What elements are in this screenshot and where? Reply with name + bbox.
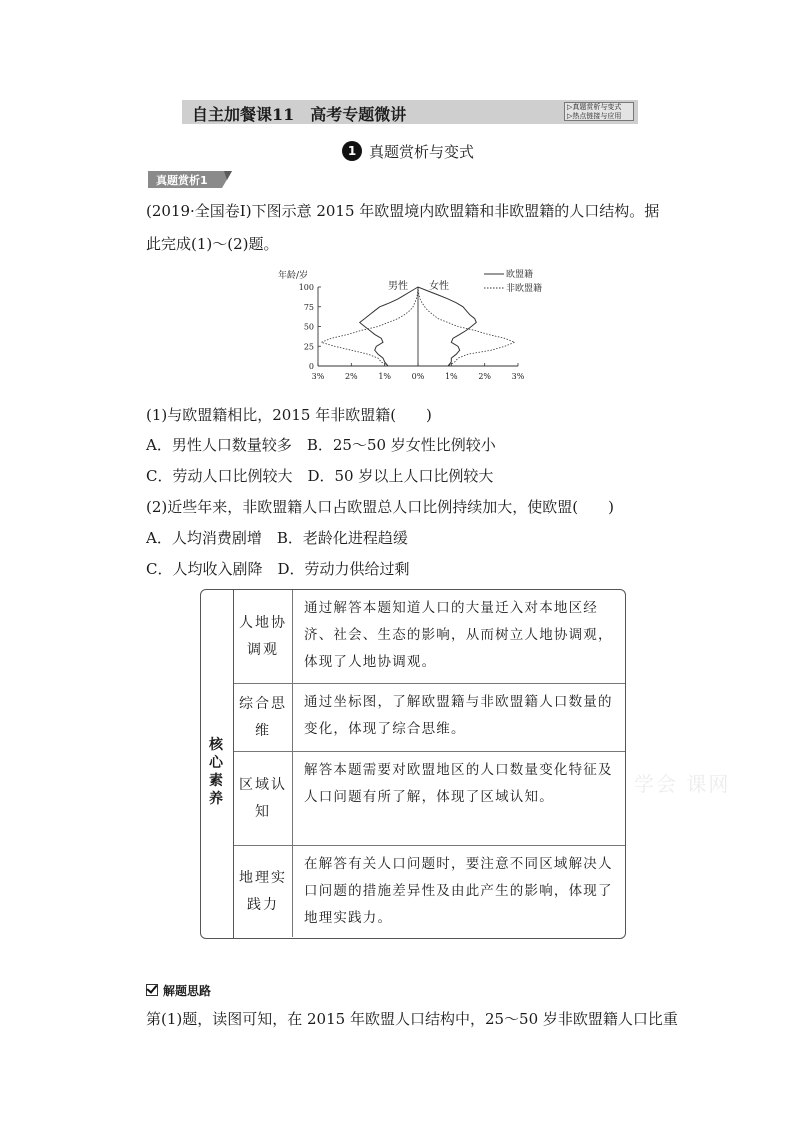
question-2-options: C．人均收入剧降 D．劳动力供给过剩 <box>146 560 410 578</box>
table-row <box>234 684 625 752</box>
question-tag <box>148 171 232 188</box>
female-label: 女性 <box>429 281 449 292</box>
question-1-stem: (1)与欧盟籍相比，2015 年非欧盟籍( ) <box>146 406 432 424</box>
row-label: 区域认知 <box>239 776 287 820</box>
solution-text: 第(1)题，读图可知，在 2015 年欧盟人口结构中，25～50 岁非欧盟籍人口比重 <box>146 1010 678 1028</box>
x-tick-label: 1% <box>444 372 458 381</box>
header-bar <box>182 100 638 124</box>
male-label: 男性 <box>388 281 408 292</box>
row-label-cell <box>234 846 293 937</box>
y-axis-label: 年龄/岁 <box>278 271 309 281</box>
section-heading <box>342 141 474 161</box>
intro-line-2: 此完成(1)～(2)题。 <box>146 235 279 253</box>
chart-axes <box>318 287 518 366</box>
x-tick-label: 2% <box>344 372 358 381</box>
section-title: 真题赏析与变式 <box>369 142 475 161</box>
solution-heading <box>146 982 211 998</box>
header-nav-item[interactable]: ▷真题赏析与变式 <box>567 103 622 111</box>
header-nav-box <box>564 102 634 121</box>
y-tick-label: 50 <box>303 322 314 332</box>
solution-heading-label: 解题思路 <box>163 983 212 998</box>
x-tick-label: 1% <box>378 372 392 381</box>
table-row <box>234 752 625 846</box>
watermark: 学会 课网 <box>634 772 731 796</box>
x-tick-label: 0% <box>411 372 425 381</box>
question-2-options: A．人均消费剧增 B．老龄化进程趋缓 <box>146 529 408 547</box>
row-text: 解答本题需要对欧盟地区的人口数量变化特征及人口问题有所了解，体现了区域认知。 <box>304 762 613 805</box>
section-number-badge: 1 <box>342 141 362 161</box>
table-side-label: 核心素养 <box>209 737 223 807</box>
row-text: 通过坐标图，了解欧盟籍与非欧盟籍人口数量的变化，体现了综合思维。 <box>304 694 613 737</box>
row-label-cell <box>234 752 293 845</box>
x-tick-label: 3% <box>511 372 525 381</box>
question-2-stem: (2)近些年来，非欧盟籍人口占欧盟总人口比例持续加大，使欧盟( ) <box>146 498 614 516</box>
y-tick-label: 75 <box>303 302 314 312</box>
header-nav-item[interactable]: ▷热点链接与应用 <box>567 112 622 120</box>
legend-label: 非欧盟籍 <box>506 284 543 294</box>
table-row <box>234 590 625 684</box>
row-label-cell <box>234 684 293 751</box>
row-text: 在解答有关人口问题时，要注意不同区域解决人口问题的措施差异性及由此产生的影响，体现了地理实践力。 <box>304 856 613 926</box>
row-label: 地理实践力 <box>239 869 287 913</box>
y-tick-label: 25 <box>303 342 314 352</box>
table-row <box>234 846 625 937</box>
intro-line-1: (2019·全国卷Ⅰ)下图示意 2015 年欧盟境内欧盟籍和非欧盟籍的人口结构。据 <box>146 202 660 220</box>
x-tick-label: 2% <box>478 372 492 381</box>
row-label-cell <box>234 590 293 683</box>
legend-label: 欧盟籍 <box>506 270 534 280</box>
core-literacy-table <box>200 589 626 939</box>
header-title: 自主加餐课11 高考专题微讲 <box>192 105 407 124</box>
tag-label: 真题赏析1 <box>156 174 208 187</box>
y-tick-label: 0 <box>308 362 314 371</box>
row-label: 综合思维 <box>239 695 287 739</box>
chart-legend <box>484 268 542 294</box>
population-pyramid-chart <box>272 266 562 388</box>
checkbox-icon <box>146 984 158 996</box>
row-label: 人地协调观 <box>239 614 287 658</box>
y-tick-label: 100 <box>298 283 314 292</box>
table-side-header <box>201 590 234 938</box>
question-1-options: A．男性人口数量较多 B．25～50 岁女性比例较小 <box>146 436 496 454</box>
row-text: 通过解答本题知道人口的大量迁入对本地区经济、社会、生态的影响，从而树立人地协调观，体现了人地协调观。 <box>304 600 613 670</box>
question-1-options: C．劳动人口比例较大 D．50 岁以上人口比例较大 <box>146 467 494 485</box>
x-tick-label: 3% <box>311 372 325 381</box>
